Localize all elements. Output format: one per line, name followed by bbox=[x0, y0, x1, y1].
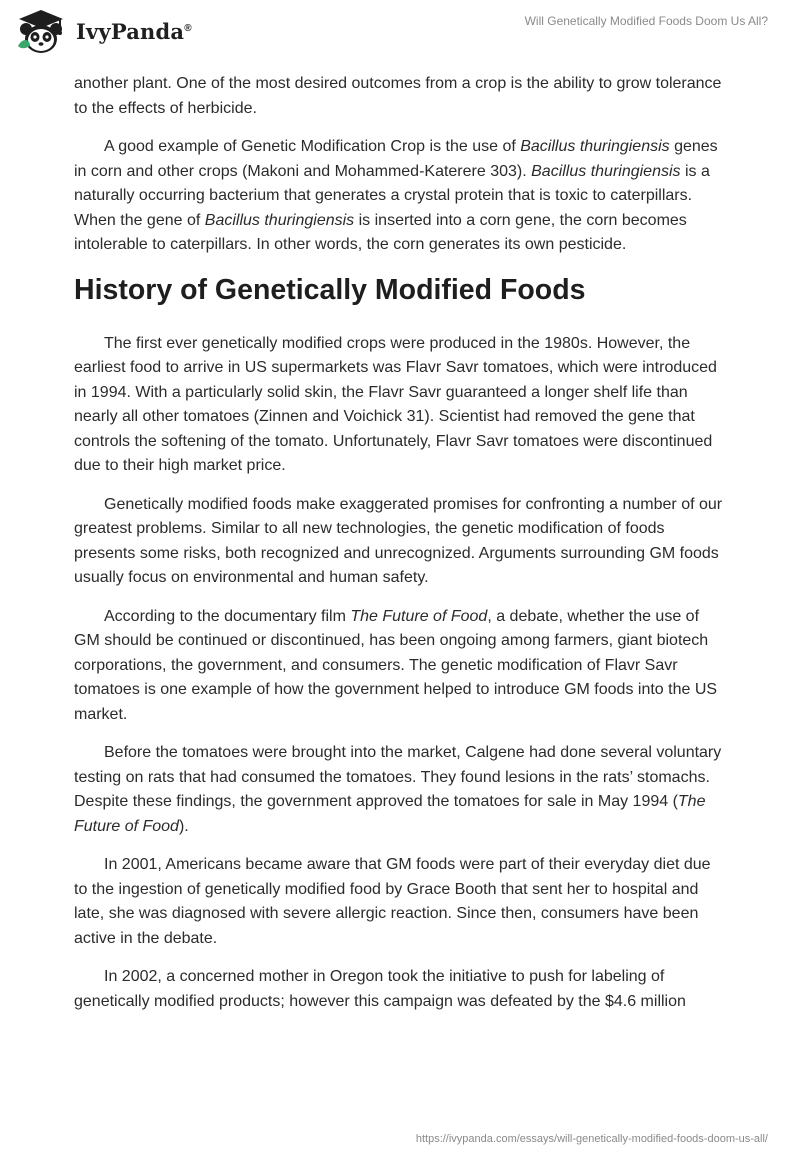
source-url[interactable]: https://ivypanda.com/essays/will-genetically-modified-foods-doom-us-all/ bbox=[415, 1133, 768, 1145]
paragraph: The first ever genetically modified crops were produced in the 1980s. However, the earliest food to arrive in US supermarkets was Flavr Savr tomatoes, which were introduced in 1994. With a particularly solid skin, the Flavr Savr guaranteed a longer shelf life than nearly all other tomatoes (Zinnen and Voichick 31). Scientist had removed the gene that controls the softening of the tomato. Unfortunately, Flavr Savr tomatoes were discontinued due to their high market price. bbox=[74, 334, 717, 474]
panda-icon bbox=[16, 8, 66, 56]
section-heading: History of Genetically Modified Foods bbox=[74, 273, 586, 306]
paragraph: Genetically modified foods make exaggerated promises for confronting a number of our greatest problems. Similar to all new technologies, the genetic modification of foods presents some risks, both recognized and unrecognized. Arguments surrounding GM foods usually focus on environmental and human safety. bbox=[74, 495, 723, 586]
ivypanda-logo[interactable] bbox=[16, 8, 206, 58]
page-header bbox=[0, 0, 800, 70]
logo-wordmark: IvyPanda® bbox=[76, 19, 192, 44]
paragraph: In 2002, a concerned mother in Oregon took the initiative to push for labeling of genetically modified products; however this campaign was defeated by the $4.6 million bbox=[74, 968, 686, 1010]
document-title: Will Genetically Modified Foods Doom Us All? bbox=[524, 14, 768, 28]
paragraph: Before the tomatoes were brought into the market, Calgene had done several voluntary testing on rats that had consumed the tomatoes. They found lesions in the rats’ stomachs. Despite these findings, the government approved the tomatoes for sale in May 1994 (The Future of Food). bbox=[74, 744, 722, 835]
paragraph: According to the documentary film The Future of Food, a debate, whether the use of GM should be continued or discontinued, has been ongoing among farmers, giant biotech corporations, the government, and consumers. The genetic modification of Flavr Savr tomatoes is one example of how the government helped to introduce GM foods into the US market. bbox=[74, 607, 718, 723]
paragraph: In 2001, Americans became aware that GM foods were part of their everyday diet due to the ingestion of genetically modified food by Grace Booth that sent her to hospital and late, she was diagnosed with severe allergic reaction. Since then, consumers have been active in the debate. bbox=[74, 856, 711, 947]
article-body bbox=[74, 72, 726, 1028]
paragraph: A good example of Genetic Modification Crop is the use of Bacillus thuringiensis genes in corn and other crops (Makoni and Mohammed-Katerere 303). Bacillus thuringiensis is a naturally occurring bacterium that generates a crystal protein that is toxic to caterpillars. When the gene of Bacillus thuringiensis is inserted into a corn gene, the corn becomes intolerable to caterpillars. In other words, the corn generates its own pesticide. bbox=[74, 138, 718, 253]
paragraph: another plant. One of the most desired outcomes from a crop is the ability to grow tolerance to the effects of herbicide. bbox=[74, 75, 722, 117]
